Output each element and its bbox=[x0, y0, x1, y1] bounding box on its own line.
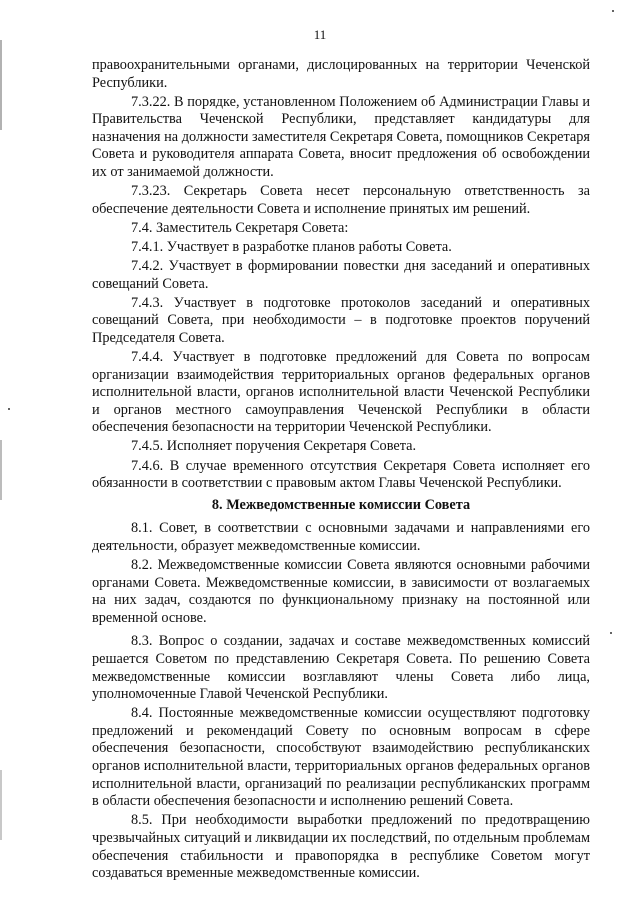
scan-edge-mark bbox=[0, 440, 2, 500]
paragraph-8-4: 8.4. Постоянные межведомственные комиссии осуществляют подготовку предложений и рекомендаций Совету по основным вопросам в сфере обеспечения безопасности, способствуют взаимодействию республиканских органов исполнительной власти, территориальных органов федеральных органов исполнительной власти, организаций по реализации республиканских программ в области обеспечения безопасности и исполнению решений Совета. bbox=[92, 705, 590, 810]
paragraph-7-4: 7.4. Заместитель Секретаря Совета: bbox=[131, 219, 349, 236]
paragraph-8-3: 8.3. Вопрос о создании, задачах и составе межведомственных комиссий решается Советом по представлению Секретаря Совета. По решению Совета межведомственные комиссии возглавляют члены Совета либо лица, уполномоченные Главой Чеченской Республики. bbox=[92, 633, 590, 703]
paragraph-8-2: 8.2. Межведомственные комиссии Совета являются основными рабочими органами Совета. Межведомственные комиссии, в зависимости от возлагаемых на них задач, создаются по функциональному признаку на постоянной или временной основе. bbox=[92, 557, 590, 626]
paragraph-8-5: 8.5. При необходимости выработки предложений по предотвращению чрезвычайных ситуаций и ликвидации их последствий, по отдельным проблемам обеспечения стабильности и правопорядка в республике Советом могут создаваться временные межведомственные комиссии. bbox=[92, 812, 590, 882]
paragraph-7-3-22: 7.3.22. В порядке, установленном Положением об Администрации Главы и Правительства Чеченской Республики, представляет кандидатуры для назначения на должности заместителя Секретаря Совета, помощников Секретаря Совета и руководителя аппарата Совета, вносит предложения об освобождении их от занимаемой должности. bbox=[92, 93, 590, 181]
paragraph-continuation: правоохранительными органами, дислоцированных на территории Чеченской Республики. bbox=[92, 57, 590, 91]
paragraph-7-4-5: 7.4.5. Исполняет поручения Секретаря Совета. bbox=[131, 438, 417, 455]
paragraph-7-4-4: 7.4.4. Участвует в подготовке предложений для Совета по вопросам организации взаимодействия территориальных органов федеральных органов исполнительной власти, органов исполнительной власти Чеченской Республики и органов местного самоуправления Чеченской Республики в области обеспечения безопасности на территории Чеченской Республики. bbox=[92, 349, 590, 436]
paragraph-7-4-2: 7.4.2. Участвует в формировании повестки дня заседаний и оперативных совещаний Совета. bbox=[92, 258, 590, 292]
page-number: 11 bbox=[313, 27, 327, 42]
scan-speck bbox=[612, 10, 614, 12]
paragraph-7-4-6: 7.4.6. В случае временного отсутствия Секретаря Совета исполняет его обязанности в соответствии с правовым актом Главы Чеченской Республики. bbox=[92, 457, 590, 492]
paragraph-7-4-3: 7.4.3. Участвует в подготовке протоколов заседаний и оперативных совещаний Совета, при необходимости – в подготовке проектов поручений Председателя Совета. bbox=[92, 294, 590, 346]
scan-edge-mark bbox=[0, 770, 2, 840]
paragraph-7-3-23: 7.3.23. Секретарь Совета несет персональную ответственность за обеспечение деятельности Совета и исполнение принятых им решений. bbox=[92, 183, 590, 217]
section-heading: 8. Межведомственные комиссии Совета bbox=[211, 496, 471, 513]
document-body bbox=[92, 57, 590, 884]
scan-edge-mark bbox=[0, 40, 2, 130]
scan-speck bbox=[610, 632, 612, 634]
scan-speck bbox=[8, 408, 10, 410]
paragraph-7-4-1: 7.4.1. Участвует в разработке планов работы Совета. bbox=[131, 238, 452, 255]
paragraph-8-1: 8.1. Совет, в соответствии с основными задачами и направлениями его деятельности, образует межведомственные комиссии. bbox=[92, 520, 590, 554]
